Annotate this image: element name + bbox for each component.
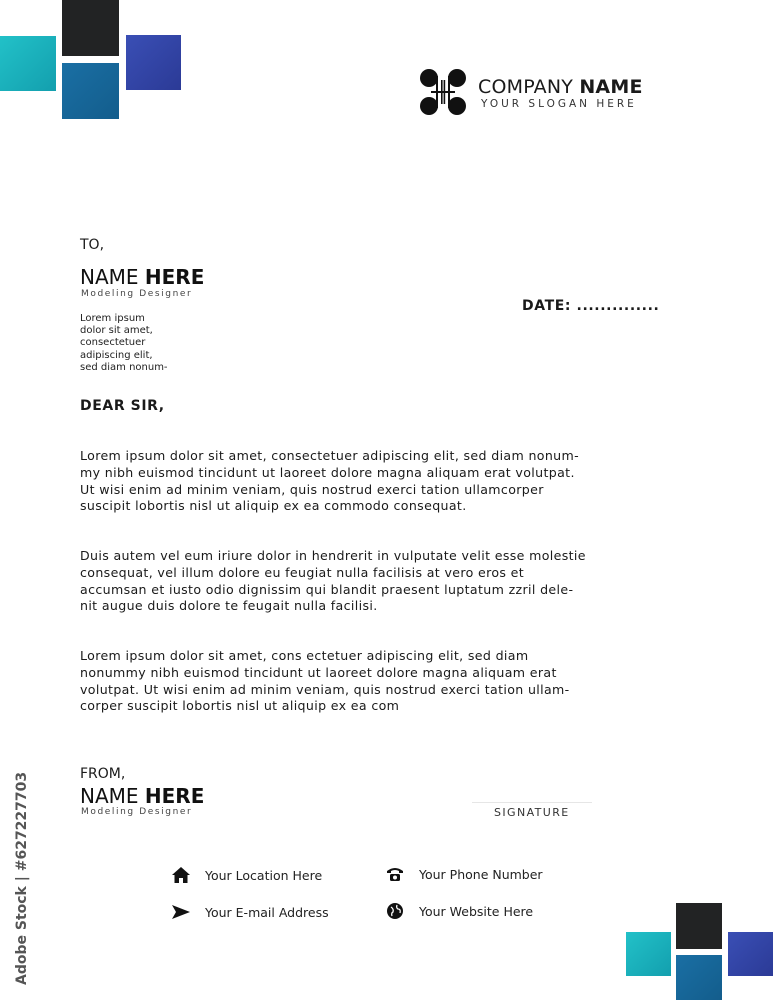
stock-watermark: Adobe Stock | #627227703 xyxy=(14,771,30,985)
send-icon xyxy=(171,902,191,922)
contact-phone xyxy=(385,864,543,884)
body-paragraph-3 xyxy=(80,648,680,715)
deco-square-dark xyxy=(62,0,119,56)
paragraph-line: Duis autem vel eum iriure dolor in hendrerit in vulputate velit esse molestie xyxy=(80,548,586,563)
company-slogan: YOUR SLOGAN HERE xyxy=(481,98,637,110)
paragraph-line: consequat, vel illum dolore eu feugiat nulla facilisis at vero eros et xyxy=(80,564,525,580)
address-line: consectetuer xyxy=(80,337,146,349)
company-name: COMPANY NAME xyxy=(478,76,643,98)
paragraph-line: Lorem ipsum dolor sit amet, cons ectetuer adipiscing elit, sed diam xyxy=(80,648,529,663)
contact-email xyxy=(171,902,329,922)
email-text: Your E-mail Address xyxy=(205,904,329,920)
paragraph-line: suscipit lobortis nisl ut aliquip ex ea commodo consequat. xyxy=(80,498,467,514)
deco-square-indigo xyxy=(126,35,181,90)
sender-name: NAME HERE xyxy=(80,784,205,808)
paragraph-line: Ut wisi enim ad minim veniam, quis nostrud exerci tation ullamcorper xyxy=(80,481,544,497)
website-text: Your Website Here xyxy=(419,903,534,919)
paragraph-line: accumsan et iusto odio dignissim qui blandit praesent luptatum zzril dele- xyxy=(80,581,574,597)
deco-square-indigo xyxy=(728,932,773,976)
telephone-icon xyxy=(385,864,405,884)
address-line: adipiscing elit, xyxy=(80,349,153,361)
location-text: Your Location Here xyxy=(205,867,323,883)
paragraph-line: nonummy nibh euismod tincidunt ut laoreet dolore magna aliquam erat xyxy=(80,664,557,680)
body-paragraph-1 xyxy=(80,448,680,515)
salutation: DEAR SIR, xyxy=(80,398,165,414)
deco-square-navy xyxy=(62,63,119,119)
deco-square-navy xyxy=(676,955,722,1000)
home-icon xyxy=(171,865,191,885)
contact-location xyxy=(171,865,322,885)
phone-text: Your Phone Number xyxy=(419,866,543,882)
deco-square-teal xyxy=(0,36,56,91)
address-line: dolor sit amet, xyxy=(80,325,153,337)
body-paragraph-2 xyxy=(80,548,680,615)
sender-role: Modeling Designer xyxy=(81,807,193,817)
globe-icon xyxy=(385,901,405,921)
address-line: Lorem ipsum xyxy=(80,313,145,324)
deco-square-teal xyxy=(626,932,671,976)
from-label: FROM, xyxy=(80,766,126,782)
to-label: TO, xyxy=(80,237,105,253)
paragraph-line: volutpat. Ut wisi enim ad minim veniam, quis nostrud exerci tation ullam- xyxy=(80,681,570,697)
paragraph-line: nit augue duis dolore te feugait nulla facilisi. xyxy=(80,598,378,614)
date-label: DATE: .............. xyxy=(522,298,660,314)
signature-line xyxy=(472,802,592,803)
contact-website xyxy=(385,901,533,921)
signature-label: SIGNATURE xyxy=(494,806,570,819)
recipient-address xyxy=(80,313,210,374)
recipient-role: Modeling Designer xyxy=(81,289,193,299)
paragraph-line: corper suscipit lobortis nisl ut aliquip ex ea com xyxy=(80,698,400,714)
paragraph-line: Lorem ipsum dolor sit amet, consectetuer adipiscing elit, sed diam nonum- xyxy=(80,448,580,463)
recipient-name: NAME HERE xyxy=(80,265,205,289)
address-line: sed diam nonum- xyxy=(80,361,168,373)
paragraph-line: my nibh euismod tincidunt ut laoreet dolore magna aliquam erat volutpat. xyxy=(80,464,575,480)
deco-square-dark xyxy=(676,903,722,949)
company-logo-icon xyxy=(419,68,467,116)
